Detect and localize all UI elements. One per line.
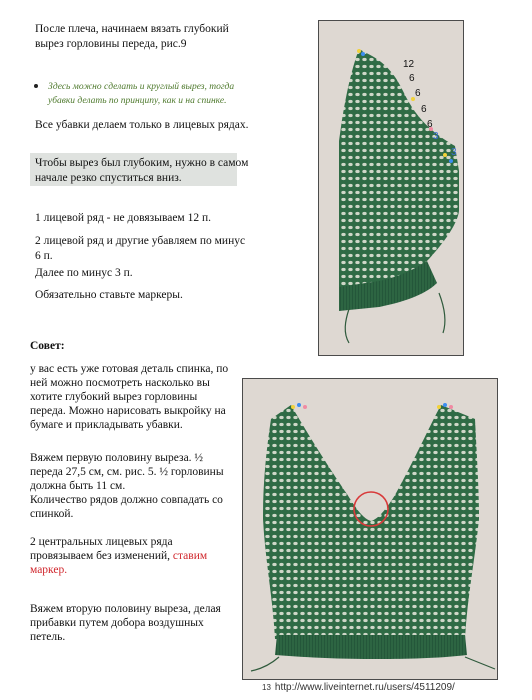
photo-neckline-half: [318, 20, 464, 356]
advice-p3-l2: [30, 549, 207, 564]
advice-p3-l2-text: провязываем без изменений,: [30, 550, 173, 562]
knitted-front-image: [243, 379, 497, 679]
page-footer: [262, 682, 455, 693]
advice-p2-l2: переда 27,5 см, см. рис. 5. ½ горловины: [30, 466, 224, 478]
advice-p4-l3: петель.: [30, 631, 66, 643]
tip-line-2: убавки делать по принципу, как и на спинке.: [48, 96, 227, 106]
count-label-7: 3: [451, 147, 457, 158]
count-label-4: 6: [421, 104, 427, 115]
all-decreases-text: Все убавки делаем только в лицевых рядах.: [35, 119, 249, 131]
intro-line-1: После плеча, начинаем вязать глубокий: [35, 23, 229, 35]
advice-p1-l4: переда. Можно нарисовать выкройку на: [30, 405, 226, 417]
highlight-line-2: начале резко спуститься вниз.: [35, 172, 182, 184]
advice-p2-l1: Вяжем первую половину выреза. ½: [30, 452, 204, 464]
highlight-line-1: Чтобы вырез был глубоким, нужно в самом: [35, 157, 249, 169]
source-url[interactable]: http://www.liveinternet.ru/users/4511209/: [274, 682, 455, 693]
count-label-3: 6: [415, 88, 421, 99]
photo-full-front: [242, 378, 498, 680]
advice-p3-l1: 2 центральных лицевых ряда: [30, 536, 173, 548]
advice-p2-l4: Количество рядов должно совпадать со: [30, 494, 223, 506]
advice-p1-l5: бумаге и прикладывать убавки.: [30, 419, 183, 431]
step-row3: Далее по минус 3 п.: [35, 267, 133, 279]
step-row1: 1 лицевой ряд - не довязываем 12 п.: [35, 212, 211, 224]
bullet-dot: [34, 84, 38, 88]
advice-p2-l5: спинкой.: [30, 508, 74, 520]
intro-line-2: вырез горловины переда, рис.9: [35, 38, 187, 50]
advice-p2-l3: должна быть 11 см.: [30, 480, 126, 492]
knitted-half-front-image: [319, 21, 463, 355]
advice-title: Совет:: [30, 340, 65, 352]
count-label-6: 3: [433, 131, 439, 142]
advice-p4-l1: Вяжем вторую половину выреза, делая: [30, 603, 221, 615]
page-number: 13: [262, 683, 271, 692]
step-row4: Обязательно ставьте маркеры.: [35, 289, 183, 301]
step-row2-line2: 6 п.: [35, 250, 53, 262]
advice-p4-l2: прибавки путем добора воздушных: [30, 617, 204, 629]
advice-p3-red-word: ставим: [172, 550, 208, 562]
tip-line-1: Здесь можно сделать и круглый вырез, тогда: [48, 82, 235, 92]
advice-p3-l3: маркер.: [30, 564, 68, 576]
advice-p1-l3: хотите глубокий вырез горловины: [30, 391, 198, 403]
count-label-2: 6: [409, 73, 415, 84]
advice-p1-l1: у вас есть уже готовая деталь спинка, по: [30, 363, 229, 375]
count-label-1: 12: [403, 59, 415, 70]
count-label-5: 6: [427, 119, 433, 130]
step-row2-line1: 2 лицевой ряд и другие убавляем по минус: [35, 235, 246, 247]
advice-p1-l2: ней можно посмотреть насколько вы: [30, 377, 210, 389]
